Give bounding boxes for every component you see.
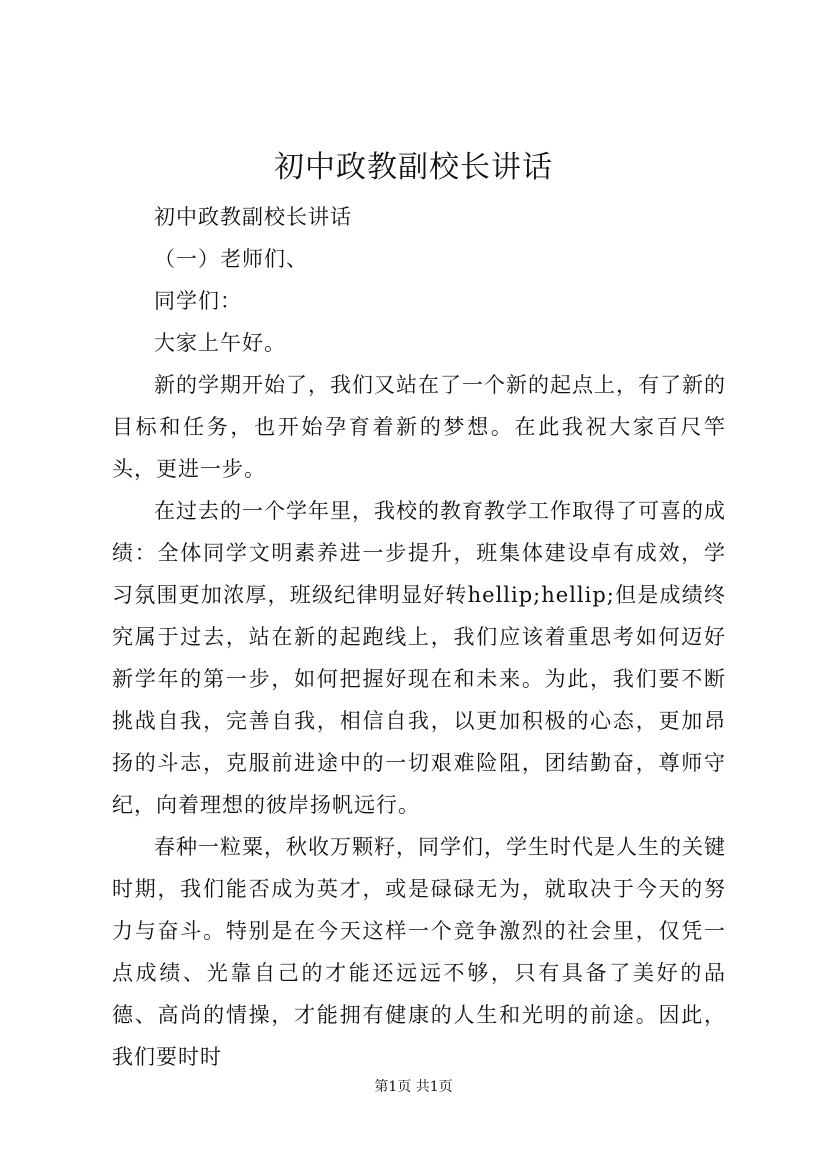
page-footer: 第1页 共1页 bbox=[374, 1079, 453, 1095]
paragraph: （一）老师们、 bbox=[154, 247, 308, 271]
paragraph: 初中政教副校长讲话 bbox=[154, 205, 352, 229]
paragraph: 在过去的一个学年里，我校的教育教学工作取得了可喜的成绩：全体同学文明素养进一步提升，班集体建设卓有成效，学习氛围更加浓厚，班级纪律明显好转hellip;hellip;但是成绩终究属于过去，站在新的起跑线上，我们应该着重思考如何迈好新学年的第一步，如何把握好现在和未来。为此，我们要不断挑战自我，完善自我，相信自我，以更加积极的心态，更加昂扬的斗志，克服前进途中的一切艰难险阻，团结勤奋，尊师守纪，向着理想的彼岸扬帆远行。 bbox=[112, 499, 726, 817]
paragraph: 大家上午好。 bbox=[154, 331, 286, 355]
document-title: 初中政教副校长讲话 bbox=[274, 150, 553, 185]
paragraph: 同学们： bbox=[154, 289, 242, 313]
paragraph: 春种一粒粟，秋收万颗籽，同学们，学生时代是人生的关键时期，我们能否成为英才，或是碌碌无为，就取决于今天的努力与奋斗。特别是在今天这样一个竞争激烈的社会里，仅凭一点成绩、光靠自己的才能还远远不够，只有具备了美好的品德、高尚的情操，才能拥有健康的人生和光明的前途。因此，我们要时时 bbox=[112, 835, 726, 1069]
paragraph: 新的学期开始了，我们又站在了一个新的起点上，有了新的目标和任务，也开始孕育着新的梦想。在此我祝大家百尺竿头，更进一步。 bbox=[112, 373, 726, 481]
document-body bbox=[112, 196, 726, 1078]
